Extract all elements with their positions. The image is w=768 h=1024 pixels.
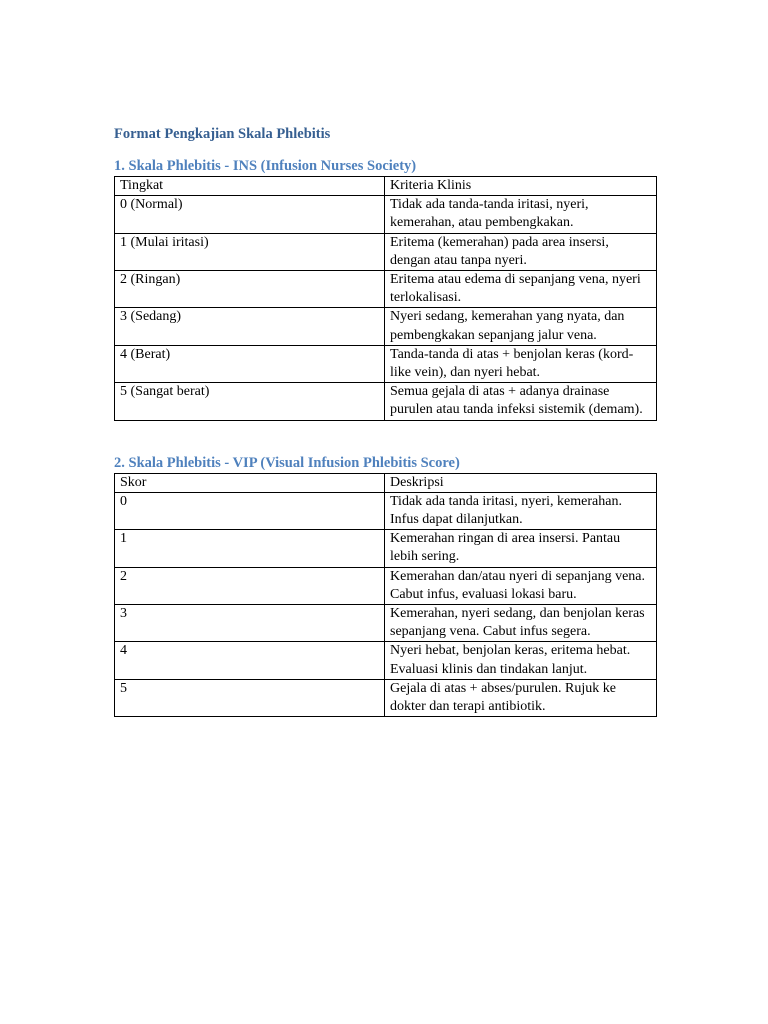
table-cell: Tanda-tanda di atas + benjolan keras (kord-like vein), dan nyeri hebat. bbox=[385, 345, 657, 382]
table-cell: 3 (Sedang) bbox=[115, 308, 385, 345]
table-cell: Eritema atau edema di sepanjang vena, nyeri terlokalisasi. bbox=[385, 271, 657, 308]
table-cell: 5 bbox=[115, 679, 385, 716]
table-row bbox=[115, 383, 657, 420]
table-cell: 0 bbox=[115, 492, 385, 529]
table-cell: 3 bbox=[115, 605, 385, 642]
column-header-criteria: Kriteria Klinis bbox=[385, 177, 657, 196]
table-row bbox=[115, 233, 657, 270]
section-heading-ins: 1. Skala Phlebitis - INS (Infusion Nurses Society) bbox=[114, 158, 417, 174]
table-cell: Kemerahan dan/atau nyeri di sepanjang vena. Cabut infus, evaluasi lokasi baru. bbox=[385, 567, 657, 604]
table-row bbox=[115, 567, 657, 604]
table-cell: 4 bbox=[115, 642, 385, 679]
table-header-row bbox=[115, 177, 657, 196]
table-cell: 1 (Mulai iritasi) bbox=[115, 233, 385, 270]
table-cell: Nyeri hebat, benjolan keras, eritema hebat. Evaluasi klinis dan tindakan lanjut. bbox=[385, 642, 657, 679]
table-cell: 2 bbox=[115, 567, 385, 604]
ins-scale-table bbox=[114, 176, 657, 421]
table-row bbox=[115, 605, 657, 642]
column-header-description: Deskripsi bbox=[385, 473, 657, 492]
table-cell: 0 (Normal) bbox=[115, 196, 385, 233]
section-heading-vip: 2. Skala Phlebitis - VIP (Visual Infusion Phlebitis Score) bbox=[114, 454, 460, 471]
column-header-score: Skor bbox=[115, 473, 385, 492]
table-cell: Semua gejala di atas + adanya drainase purulen atau tanda infeksi sistemik (demam). bbox=[385, 383, 657, 420]
table-cell: Kemerahan ringan di area insersi. Pantau lebih sering. bbox=[385, 530, 657, 567]
table-row bbox=[115, 345, 657, 382]
document-title: Format Pengkajian Skala Phlebitis bbox=[114, 126, 331, 142]
table-cell: 1 bbox=[115, 530, 385, 567]
table-cell: Tidak ada tanda-tanda iritasi, nyeri, kemerahan, atau pembengkakan. bbox=[385, 196, 657, 233]
table-row bbox=[115, 642, 657, 679]
document-page bbox=[114, 124, 656, 717]
table-cell: 4 (Berat) bbox=[115, 345, 385, 382]
column-header-level: Tingkat bbox=[115, 177, 385, 196]
table-cell: Tidak ada tanda iritasi, nyeri, kemerahan. Infus dapat dilanjutkan. bbox=[385, 492, 657, 529]
table-cell: Kemerahan, nyeri sedang, dan benjolan keras sepanjang vena. Cabut infus segera. bbox=[385, 605, 657, 642]
table-header-row bbox=[115, 473, 657, 492]
table-cell: Gejala di atas + abses/purulen. Rujuk ke dokter dan terapi antibiotik. bbox=[385, 679, 657, 716]
table-row bbox=[115, 530, 657, 567]
table-cell: 2 (Ringan) bbox=[115, 271, 385, 308]
table-cell: Nyeri sedang, kemerahan yang nyata, dan pembengkakan sepanjang jalur vena. bbox=[385, 308, 657, 345]
table-row bbox=[115, 196, 657, 233]
table-cell: Eritema (kemerahan) pada area insersi, dengan atau tanpa nyeri. bbox=[385, 233, 657, 270]
table-row bbox=[115, 308, 657, 345]
table-row bbox=[115, 492, 657, 529]
table-row bbox=[115, 271, 657, 308]
table-row bbox=[115, 679, 657, 716]
table-cell: 5 (Sangat berat) bbox=[115, 383, 385, 420]
vip-scale-table bbox=[114, 473, 657, 718]
